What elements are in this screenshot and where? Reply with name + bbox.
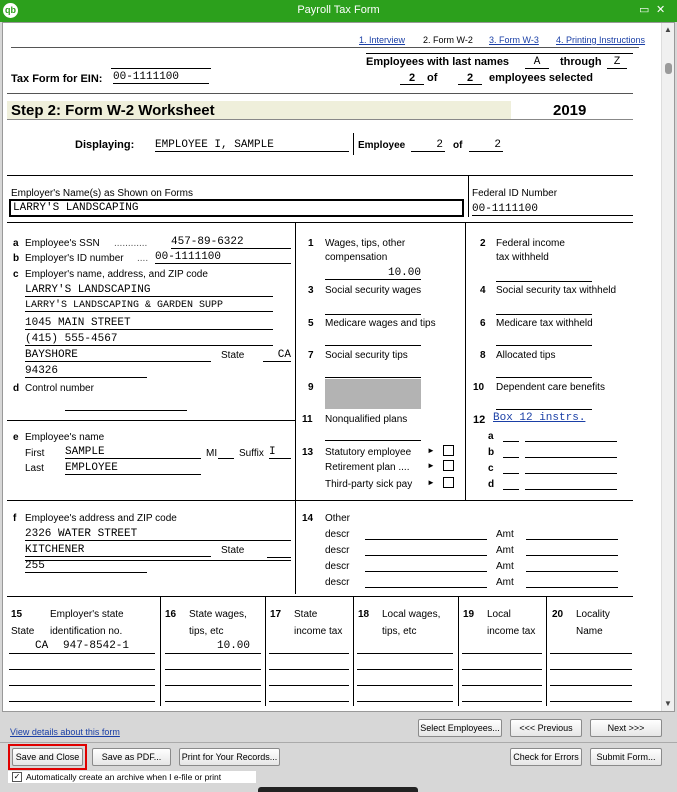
scrollbar-thumb[interactable] [665,63,672,74]
divider [265,596,266,706]
box-2-label-2: tax withheld [496,252,549,263]
ssn-label: Employee's SSN [25,238,100,249]
nav-form-w2-current: 2. Form W-2 [423,35,473,45]
statutory-employee-label: Statutory employee [325,447,412,458]
employee-city[interactable]: KITCHENER [25,544,211,557]
box-12b-code-field[interactable] [503,457,519,458]
box-d-letter: d [13,383,20,394]
box-17-number: 17 [270,609,282,620]
ein-label: Tax Form for EIN: [11,73,103,85]
divider [465,222,466,500]
displayed-employee-name[interactable]: EMPLOYEE I, SAMPLE [155,139,349,152]
form-panel [2,22,675,712]
divider [111,68,211,69]
next-button[interactable]: Next >>> [590,719,662,737]
last-names-label: Employees with last names [366,56,510,68]
box-6-label: Medicare tax withheld [496,318,593,329]
arrow-right-icon: ► [427,478,435,487]
box-15-label-2: identification no. [50,626,123,637]
quickbooks-logo-icon: qb [3,3,18,18]
employee-address-label: Employee's address and ZIP code [25,513,177,524]
save-as-pdf-button[interactable]: Save as PDF... [92,748,171,766]
box-16-field-3[interactable] [165,685,261,686]
box-3-number: 3 [308,285,314,296]
box-6-number: 6 [480,318,486,329]
box-18-number: 18 [358,609,370,620]
box-1-label: Wages, tips, other [325,238,406,249]
through-label: through [560,56,602,68]
arrow-right-icon: ► [427,461,435,470]
box-2-label: Federal income [496,238,565,249]
box-1-label-2: compensation [325,252,388,263]
box-14-descr-3[interactable] [365,571,487,572]
box-20-field-3[interactable] [550,685,632,686]
employer-zip[interactable]: 94326 [25,365,147,378]
box-15-field-4[interactable] [9,701,155,702]
divider [11,47,639,48]
box-14-number: 14 [302,513,314,524]
displaying-label: Displaying: [75,139,135,151]
box-14-descr-2[interactable] [365,555,487,556]
box-14-descr-4[interactable] [365,587,487,588]
employer-phone[interactable]: (415) 555-4567 [25,333,273,346]
box-15-field-1[interactable] [9,653,155,654]
divider [353,596,354,706]
box-15-label: Employer's state [50,609,124,620]
close-icon[interactable]: ✕ [656,4,666,16]
step-title: Step 2: Form W-2 Worksheet [11,102,215,119]
arrow-right-icon: ► [427,446,435,455]
box-11-label: Nonqualified plans [325,414,408,425]
divider [7,119,633,120]
box-1-number: 1 [308,238,314,249]
box-12c-amount-field[interactable] [525,473,617,474]
box-12b-amount-field[interactable] [525,457,617,458]
box-10-field[interactable] [496,409,592,410]
box-7-label: Social security tips [325,350,408,361]
box-16-label-2: tips, etc [189,626,224,637]
box-17-field-1[interactable] [269,653,349,654]
box-19-label: Local [487,609,511,620]
employer-state[interactable]: CA [263,349,291,362]
box-8-number: 8 [480,350,486,361]
state-word: State [11,626,35,637]
of-label: of [427,72,438,84]
vertical-scrollbar[interactable] [661,23,674,712]
box-12a-letter: a [488,431,494,442]
employer-city[interactable]: BAYSHORE [25,349,211,362]
box-13-number: 13 [302,447,314,458]
box-11-field[interactable] [325,440,421,441]
box-19-field-4[interactable] [462,701,542,702]
descr-label: descr [325,561,350,572]
control-number-field[interactable] [65,410,187,411]
employer-name-field[interactable]: LARRY'S LANDSCAPING [9,199,464,217]
box-16-field-4[interactable] [165,701,261,702]
box-6-field[interactable] [496,345,592,346]
suffix-field[interactable]: I [269,446,291,459]
nav-interview-link[interactable]: 1. Interview [359,35,406,45]
box-a-letter: a [13,238,19,249]
box-20-label-2: Name [576,626,603,637]
box-12a-amount-field[interactable] [525,441,617,442]
box-14-amt-1[interactable] [526,539,618,540]
federal-id-label: Federal ID Number [472,188,558,199]
nav-form-w3-link[interactable]: 3. Form W-3 [489,35,539,45]
divider [353,133,354,155]
dot-leader: .... [137,253,149,264]
last-name-from: A [525,56,549,69]
box-2-field[interactable] [496,281,592,282]
mi-field[interactable] [218,446,234,459]
divider [7,93,633,94]
employee-state-field[interactable] [267,557,291,558]
selected-count: 2 [400,72,424,85]
of-label: of [453,140,463,151]
employer-address-label: Employer's name, address, and ZIP code [25,269,208,280]
box-4-field[interactable] [496,314,592,315]
descr-label: descr [325,545,350,556]
retirement-plan-checkbox[interactable] [443,460,454,471]
box-20-field-4[interactable] [550,701,632,702]
taskbar-tab [258,787,418,792]
divider [468,175,469,217]
third-party-sick-pay-label: Third-party sick pay [325,479,413,490]
box-16-number: 16 [165,609,177,620]
box-16-field-2[interactable] [165,669,261,670]
dot-leader: ............ [114,238,148,249]
employees-selected-label: employees selected [489,72,593,84]
previous-button[interactable]: <<< Previous [510,719,582,737]
box-20-field-1[interactable] [550,653,632,654]
statutory-employee-checkbox[interactable] [443,445,454,456]
box-4-number: 4 [480,285,486,296]
box-18-field-3[interactable] [357,685,453,686]
box-12b-letter: b [488,447,495,458]
archive-checkbox[interactable]: ✓ [13,772,21,781]
box-12d-amount-field[interactable] [525,489,617,490]
box-15-field-2[interactable] [9,669,155,670]
box-14-descr-1[interactable] [365,539,487,540]
box-12-number: 12 [473,414,486,426]
amt-label: Amt [496,577,514,588]
box-18-field-4[interactable] [357,701,453,702]
employer-name-label: Employer's Name(s) as Shown on Forms [11,188,193,199]
retirement-plan-label: Retirement plan .... [325,462,410,473]
box-15-state-id[interactable]: 947-8542-1 [63,640,130,652]
divider [160,596,161,706]
employee-label: Employee [358,140,406,151]
state-label: State [221,350,245,361]
divider [7,175,633,176]
ein-value: 00-1111100 [113,71,209,84]
descr-label: descr [325,529,350,540]
box-18-field-2[interactable] [357,669,453,670]
ssn-field[interactable]: 457-89-6322 [171,236,291,249]
divider [295,222,296,500]
employer-id-label: Employer's ID number [25,253,124,264]
box-12d-letter: d [488,479,495,490]
last-name-field[interactable]: EMPLOYEE [65,462,201,475]
federal-id-field[interactable]: 00-1111100 [472,203,633,216]
box-3-field[interactable] [325,314,421,315]
box-12c-letter: c [488,463,494,474]
tax-year: 2019 [553,102,587,119]
amt-label: Amt [496,545,514,556]
view-details-link[interactable]: View details about this form [10,727,120,737]
box-19-field-2[interactable] [462,669,542,670]
divider [0,742,677,743]
last-name-to: Z [607,56,627,69]
box-19-field-1[interactable] [462,653,542,654]
third-party-sick-pay-checkbox[interactable] [443,477,454,488]
box-18-field-1[interactable] [357,653,453,654]
box-15-field-3[interactable] [9,685,155,686]
first-label: First [25,448,45,459]
box-7-number: 7 [308,350,314,361]
box-f-letter: f [13,513,17,524]
box-12a-code-field[interactable] [503,441,519,442]
box-8-label: Allocated tips [496,350,556,361]
box-9-number: 9 [308,382,314,393]
divider [458,596,459,706]
divider [546,596,547,706]
box-12d-code-field[interactable] [503,489,519,490]
submit-form-button[interactable]: Submit Form... [590,748,662,766]
employee-number: 2 [411,139,445,152]
box-19-number: 19 [463,609,475,620]
box-5-number: 5 [308,318,314,329]
employee-name-label: Employee's name [25,432,105,443]
control-number-label: Control number [25,383,94,394]
box-5-field[interactable] [325,345,421,346]
box-14-amt-2[interactable] [526,555,618,556]
box-c-letter: c [13,269,19,280]
box-9-disabled-field [325,379,421,409]
box-4-label: Social security tax withheld [496,285,617,296]
box-14-amt-3[interactable] [526,571,618,572]
employer-address-line1[interactable]: LARRY'S LANDSCAPING [25,284,273,297]
descr-label: descr [325,577,350,588]
box-16-label: State wages, [189,609,247,620]
box-19-label-2: income tax [487,626,536,637]
print-for-records-button[interactable]: Print for Your Records... [179,748,280,766]
box-7-field[interactable] [325,377,421,378]
box-e-letter: e [13,432,19,443]
box-20-field-2[interactable] [550,669,632,670]
divider [7,420,295,421]
divider [7,500,633,501]
box-10-label: Dependent care benefits [496,382,605,393]
box-18-label: Local wages, [382,609,441,620]
box-b-letter: b [13,253,20,264]
box-17-field-2[interactable] [269,669,349,670]
window-title: Payroll Tax Form [297,4,380,16]
box-12c-code-field[interactable] [503,473,519,474]
box-5-label: Medicare wages and tips [325,318,436,329]
employee-zip[interactable]: 255 [25,560,147,573]
amt-label: Amt [496,529,514,540]
employer-address-line3[interactable]: 1045 MAIN STREET [25,317,273,330]
box-20-number: 20 [552,609,564,620]
minimize-icon[interactable]: ▭ [639,4,650,16]
mi-label: MI [206,448,218,459]
box-16-field-1[interactable] [165,653,261,654]
box-17-label: State [294,609,318,620]
title-bar [0,0,677,22]
amt-label: Amt [496,561,514,572]
divider [7,596,633,597]
box-17-field-4[interactable] [269,701,349,702]
employer-id-field[interactable]: 00-1111100 [155,251,291,264]
archive-label: Automatically create an archive when I e-file or print [26,772,222,782]
box-17-field-3[interactable] [269,685,349,686]
box-11-number: 11 [302,414,313,425]
box-14-amt-4[interactable] [526,587,618,588]
box-10-number: 10 [473,382,485,393]
box-17-label-2: income tax [294,626,343,637]
box-16-state-wages[interactable]: 10.00 [217,640,251,652]
suffix-label: Suffix [239,448,264,459]
divider [295,500,296,594]
divider [7,222,633,223]
box-1-wages-field[interactable]: 10.00 [325,267,421,280]
employee-address-line1[interactable]: 2326 WATER STREET [25,528,291,541]
employer-address-line2[interactable]: LARRY'S LANDSCAPING & GARDEN SUPP [25,300,273,312]
save-and-close-button[interactable]: Save and Close [12,748,83,766]
select-employees-button[interactable]: Select Employees... [418,719,502,737]
box-20-label: Locality [576,609,610,620]
box-3-label: Social security wages [325,285,422,296]
box-2-number: 2 [480,238,486,249]
scroll-up-icon[interactable]: ▲ [664,25,672,34]
employee-total: 2 [469,139,503,152]
state-label: State [221,545,245,556]
box-12-instructions-link[interactable]: Box 12 instrs. [493,412,586,424]
selected-total: 2 [458,72,482,85]
first-name-field[interactable]: SAMPLE [65,446,201,459]
box-14-label: Other [325,513,351,524]
check-for-errors-button[interactable]: Check for Errors [510,748,582,766]
box-18-label-2: tips, etc [382,626,417,637]
box-15-state[interactable]: CA [35,640,49,652]
nav-printing-link[interactable]: 4. Printing Instructions [556,35,646,45]
box-8-field[interactable] [496,377,592,378]
scroll-down-icon[interactable]: ▼ [664,699,672,708]
box-19-field-3[interactable] [462,685,542,686]
box-15-number: 15 [11,609,23,620]
divider [366,53,633,54]
last-label: Last [25,463,44,474]
